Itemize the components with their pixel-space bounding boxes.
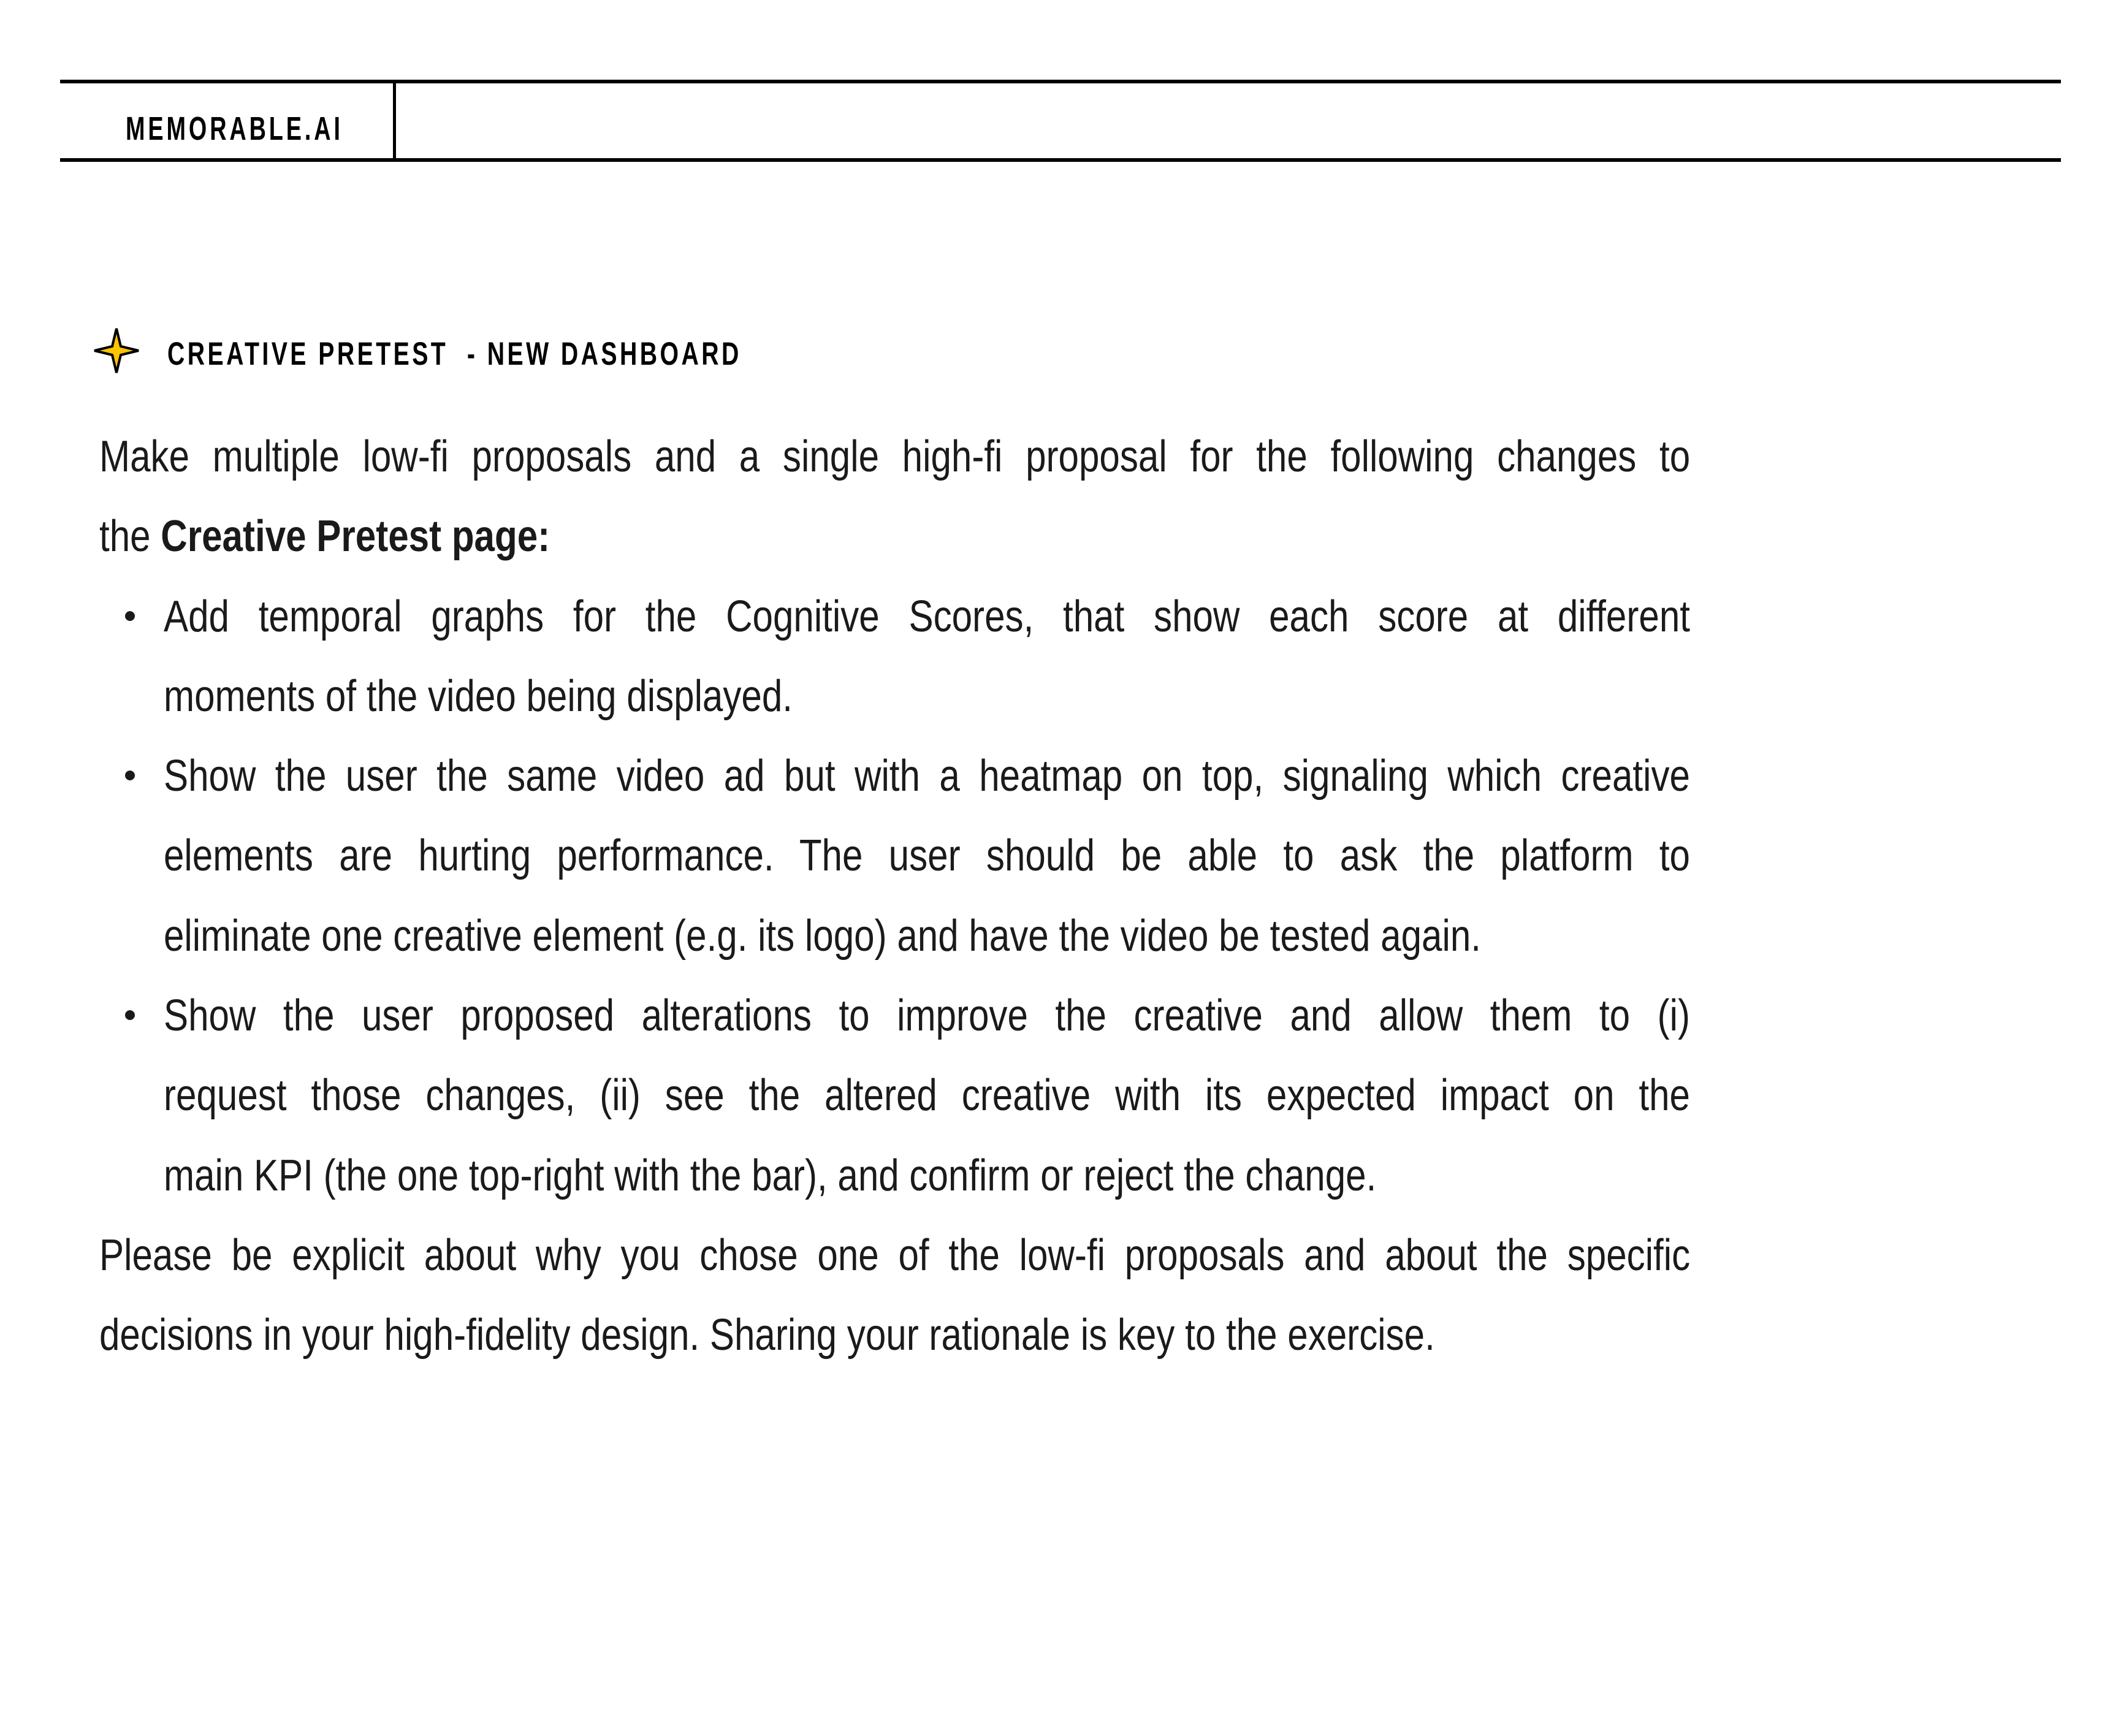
bullet-2-text-1: Show the user the same video ad but with a heatmap on top, signaling which creative (164, 752, 1690, 801)
bullet-1-text-2: moments of the video being displayed. (164, 671, 793, 721)
section-heading (92, 325, 742, 376)
bullet-2-line-1 (164, 736, 1690, 816)
closing-line-2 (99, 1295, 1690, 1375)
brief-body (99, 417, 1690, 1376)
header-top-rule (60, 80, 2061, 83)
bullet-3-text-1: Show the user proposed alterations to improve the creative and allow them to (i) (164, 991, 1690, 1041)
closing-line-1 (99, 1216, 1690, 1295)
bullet-1-line-2 (164, 657, 1690, 736)
header-divider (393, 82, 396, 159)
sparkle-star-shape (94, 329, 139, 373)
bullet-dot-icon (125, 771, 135, 780)
closing-text-1: Please be explicit about why you chose one of the low-fi proposals and about the specific (99, 1230, 1691, 1280)
bullet-2-line-3 (164, 896, 1690, 976)
bullet-2-text-3: eliminate one creative element (e.g. its logo) and have the video be tested again. (164, 911, 1481, 961)
intro-line-1 (99, 417, 1690, 497)
bullet-3-line-3 (164, 1136, 1690, 1216)
bullet-3-text-3: main KPI (the one top-right with the bar), and confirm or reject the change. (164, 1151, 1377, 1200)
page-name-emphasis: Creative Pretest page: (161, 512, 550, 562)
bullet-3-line-1 (164, 976, 1690, 1056)
intro-text-2 (99, 497, 1428, 576)
bullet-3-text-2: request those changes, (ii) see the altered creative with its expected impact on the (164, 1071, 1690, 1121)
brand-logo-text: MEMORABLE.AI (126, 110, 343, 147)
intro-prefix: the (99, 512, 151, 562)
intro-line-2 (99, 497, 1690, 576)
intro-text-1: Make multiple low-fi proposals and a single high-fi proposal for the following changes to (99, 432, 1691, 481)
bullet-2-text-2: elements are hurting performance. The user should be able to ask the platform to (164, 831, 1690, 881)
closing-text-2: decisions in your high-fidelity design. Sharing your rationale is key to the exercise. (99, 1311, 1435, 1360)
sparkle-star-icon (92, 326, 141, 375)
header-bottom-rule (60, 158, 2061, 162)
bullet-dot-icon (125, 611, 135, 621)
bullet-3-line-2 (164, 1056, 1690, 1135)
bullet-1-text-1: Add temporal graphs for the Cognitive Scores, that show each score at different (164, 592, 1690, 641)
bullet-2-line-2 (164, 816, 1690, 896)
section-title: CREATIVE PRETEST - NEW DASHBOARD (167, 336, 742, 372)
bullet-dot-icon (125, 1010, 135, 1020)
bullet-1-line-1 (164, 577, 1690, 657)
